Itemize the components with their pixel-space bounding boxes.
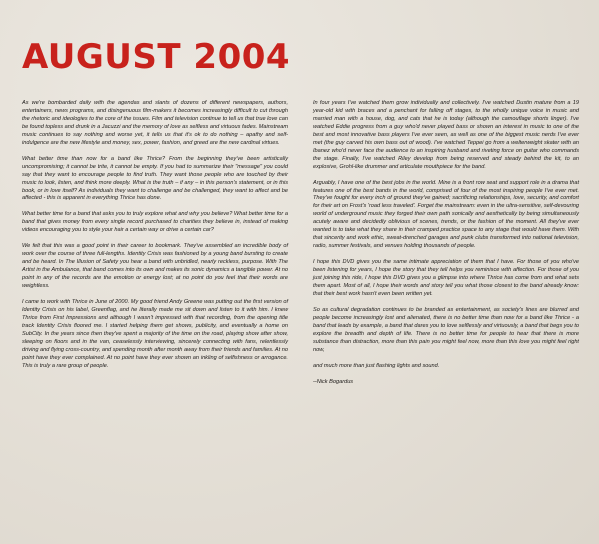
paragraph: I came to work with Thrice in June of 2000. My good friend Andy Greene was putting out the first version of Identity Crisis on his label, Greenflag, and he literally made me sit down and listen to it with him. I knew Thrice from First Impressions and although I wasn't impressed with that recording, from the opening title track Identity Crisis floored me. I started helping them get shows, publicity, and eventually a home on SubCity. In the years since then they've spent a majority of the time on the road, playing show after show, sleeping on floors and in the van, ceaselessly interviewing, sincerely connecting with fans, relentlessly driving and flying cross-country, and spending month after month away from their friends and families. At no point have they ever complained. At no point have they ever shown an inkling of selfishness or arrogance. This is truly a rare group of people. xyxy=(22,299,288,369)
left-column xyxy=(22,100,288,379)
paragraph: What better time for a band that asks you to truly explore what and why you believe? What better time for a band that gives money from every single record purchased to charities they believe in, instead of making videos encouraging you to style your hair a certain way or drive a certain car? xyxy=(22,211,288,234)
paragraph: We felt that this was a good point in their career to bookmark. They've assembled an incredible body of work over the course of three full-lengths. Identity Crisis was fashioned by a young band bursting to create and be heard. In The Illusion of Safety you hear a band with unbridled, nearly reckless, purpose. With The Artist in the Ambulance, that band comes into its own and makes its sonic dynamics a tangible power. At no point in any of the records are the emotion or energy lost; at no point do you feel that their words are weightless. xyxy=(22,243,288,290)
paragraph: In four years I've watched them grow individually and collectively. I've watched Dustin mature from a 19 year-old kid with braces and a penchant for falling off stages, to the wholly unique voice in music and married man with a house, dog, and cats that he is today (although the camouflage shorts linger). I've watched Eddie progress from a guy who'd never played bass or shown an interest in music to one of the best and most innovative bass players I've ever seen, as well as one of the biggest music nerds I've ever met (the guy carved his own bass out of wood). I've watched Teppei go from a welterweight skater with an Ibanez who'd never face the audience to an inspiring husband and riveting force on guitar who commands the stage. Finally, I've watched Riley develop from being reserved and steady behind the kit, to an explosive, Grohl-like drummer and articulate mouthpiece for the band. xyxy=(313,100,579,170)
paragraph: What better time than now for a band like Thrice? From the beginning they've been artistically uncompromising; it cannot be trite, it cannot be empty. If you had to summarize their "message" you could say that they want to encourage people to find truth. They want those people who are touched by their music to look, listen, and think more deeply. What is the truth – if any – in this person's statement, or in this book, or in love itself? As individuals they want to challenge and be challenged, they want to affect and be affected - this is apparent in everything Thrice has done. xyxy=(22,155,288,202)
page-title: AUGUST 2004 xyxy=(22,37,291,77)
paragraph: As we're bombarded daily with the agendas and slants of dozens of different newspapers, authors, entertainers, news programs, and disingenuous film-makers it becomes increasingly difficult to cut through the rhetoric and ideologies to the core of the issues. Film and television continue to tell us that true love can be found topless and drunk in a Jacuzzi and the memory of love as selfless and virtuous fades. Mainstream music continues to say nothing and worse yet, it tells us that it's ok to do nothing – apathy and self-indulgence are the new lifestyle and money, sex, power, fashion, and greed are the new cardinal virtues. xyxy=(22,100,288,146)
paragraph: and much more than just flashing lights and sound. xyxy=(313,362,440,369)
paragraph: So as cultural degradation continues to be branded as entertainment, as society's lines are blurred and people become increasingly lost and alienated, there is no better time than now for a band like Thrice - a band that leads by example, a band that dares you to love selflessly and virtuously, a band that begs you to explore the breadth and depth of life. There is no better time for people to hear that there is more substance than distraction, more than this pain you might feel now, more than this love you might feel right now, xyxy=(313,306,579,353)
author-signature: --Nick Bogardus xyxy=(313,378,354,385)
paragraph: Arguably, I have one of the best jobs in the world. Mine is a front row seat and support role in a drama that features one of the best bands in the world, comprised of four of the most inspiring people I've ever met. They've fought for every inch of ground they've gained; sacrificing relationships, love, security, and comfort for their art on Frost's 'road less traveled'. Forget the mainstream: even in the ultra-sensitive, self-devouring world of underground music they forged their own path sonically and aesthetically by being simultaneously acutely aware and decidedly oblivious of scenes, trends, or the fashion of the moment. All they've ever wanted is to take what they share in their cramped practice space to any stage that would have them. With that sincerity and work ethic, sweat-drenched garages and punk clubs transformed into national television, radio, summer festivals, and venues holding thousands of people. xyxy=(313,179,579,250)
right-column xyxy=(313,100,579,395)
paragraph: I hope this DVD gives you the same intimate appreciation of them that I have. For those of you who've been listening for years, I hope the story that they tell helps you reminisce with affection. For those of you just joining this ride, I hope this DVD gives you a glimpse into where Thrice has come from and what sets them apart. Most of all, I hope their words and story tell you what those closest to the band already know: that their best work hasn't even been written yet. xyxy=(313,259,579,297)
